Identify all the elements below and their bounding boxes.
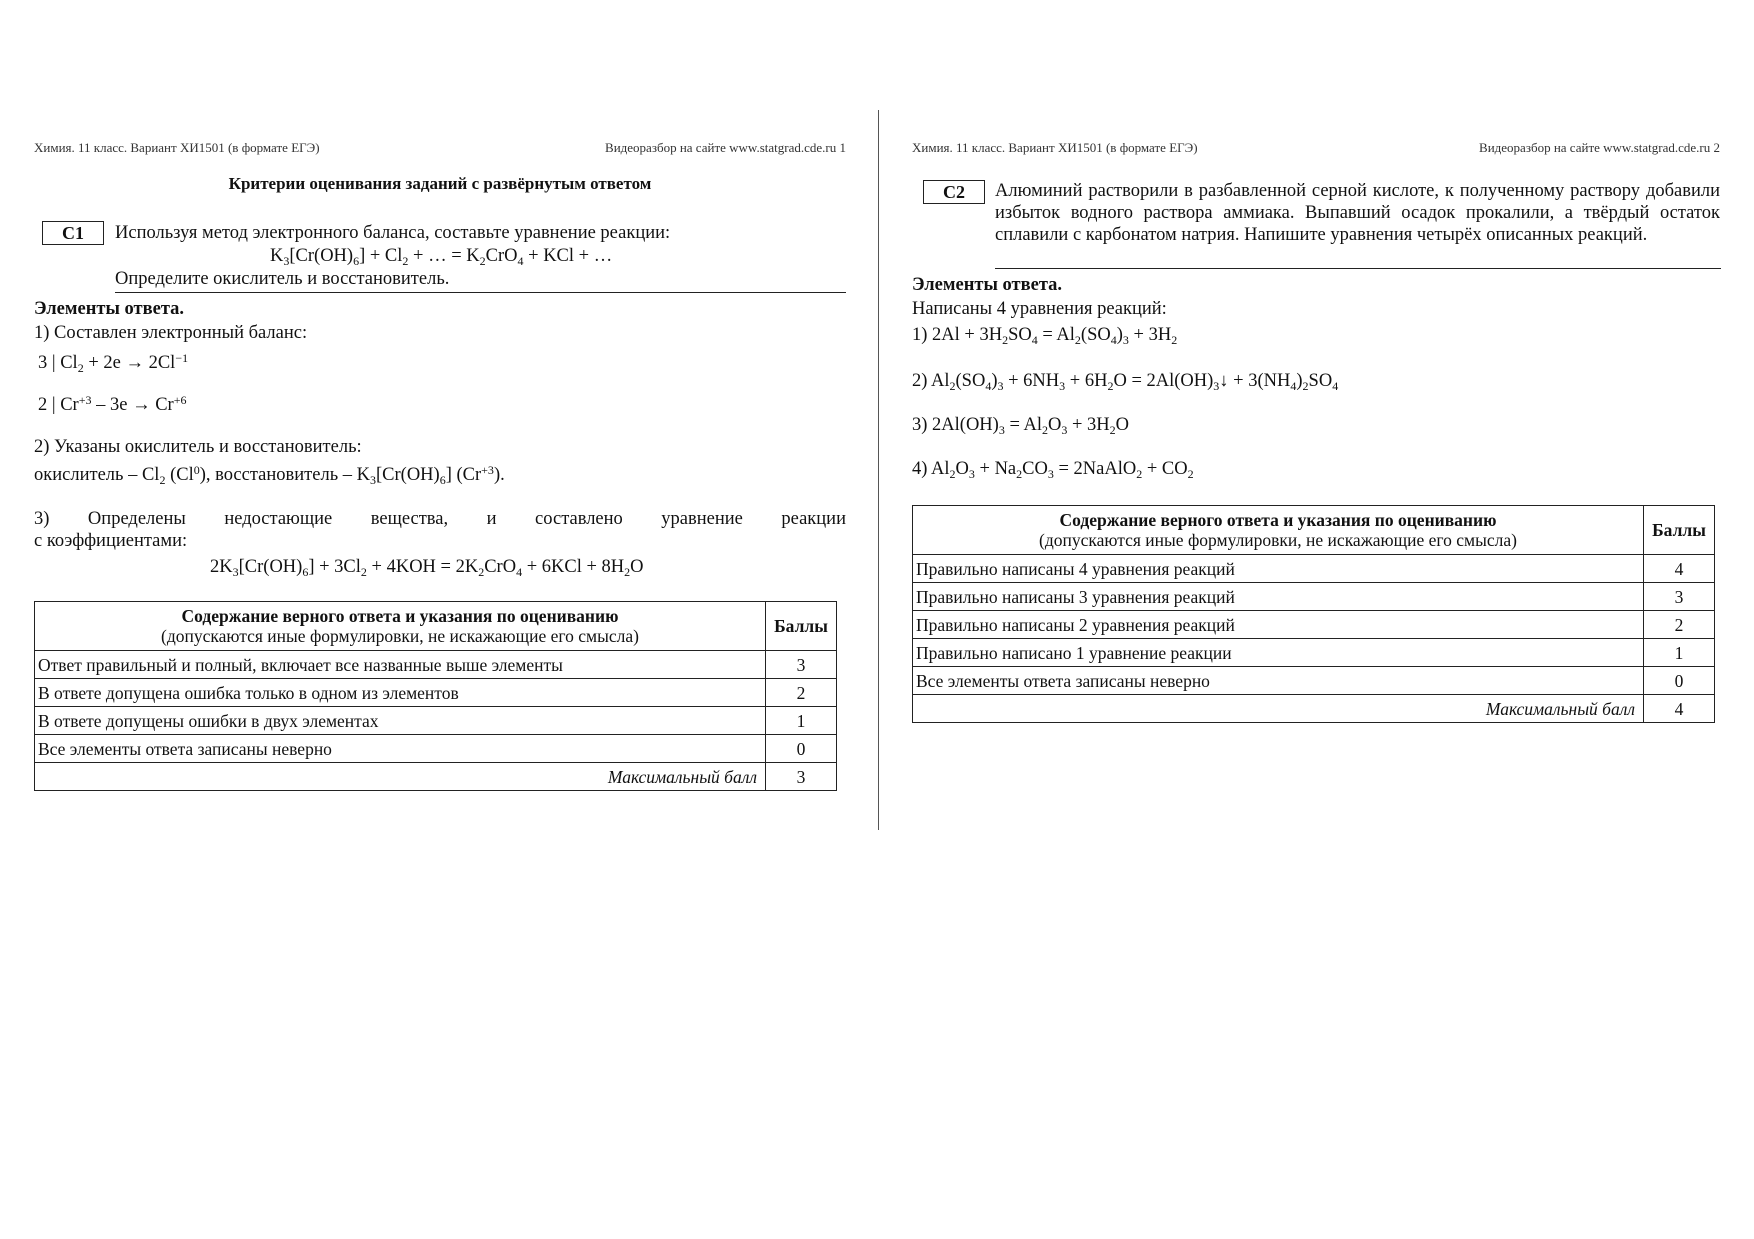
c1-step1: 1) Составлен электронный баланс: [34, 323, 308, 343]
page-header [912, 140, 1720, 156]
task-label-c2: С2 [923, 180, 985, 204]
c1-balance-1: 3 | $Cl_2 + 2e \to 2Cl^{-1}$ [38, 351, 189, 375]
table-header-row [913, 506, 1715, 555]
table-row: Правильно написаны 4 уравнения реакций 4 [913, 555, 1715, 583]
header-video-link[interactable]: Видеоразбор на сайте www.statgrad.cde.ru 2 [1479, 140, 1720, 155]
c1-prompt-2: Определите окислитель и восстановитель. [115, 269, 450, 289]
table-header-points: Баллы [1644, 506, 1715, 555]
c2-underline [995, 268, 1721, 269]
c1-prompt: Используя метод электронного баланса, составьте уравнение реакции: [115, 223, 671, 243]
c2-eq-4: 4) $Al_2O_3 + Na_2CO_3$ = 2NaAlO$_2$ + $CO_2$ [912, 459, 1194, 481]
table-row: Ответ правильный и полный, включает все названные выше элементы 3 [35, 651, 837, 679]
header-subject: Химия. 11 класс. Вариант ХИ1501 (в формате ЕГЭ) [34, 140, 320, 155]
c2-elements-title: Элементы ответа. [912, 275, 1063, 295]
c1-step2: 2) Указаны окислитель и восстановитель: [34, 437, 362, 457]
table-max-row: Максимальный балл 4 [913, 695, 1715, 723]
header-video-link[interactable]: Видеоразбор на сайте www.statgrad.cde.ru 1 [605, 140, 846, 155]
page-divider [878, 110, 879, 830]
table-row: Все элементы ответа записаны неверно 0 [35, 735, 837, 763]
table-header-content: Содержание верного ответа и указания по оцениванию (допускаются иные формулировки, не искажающие его смысла) [35, 602, 766, 651]
c1-step2-detail: окислитель – $Cl_2$ (Cl$^0$), восстановитель – $K_3[Cr(OH)_6]$ $(Cr^{+3})$. [34, 463, 505, 487]
c1-step3: 3) Определены недостающие вещества, и составлено уравнение реакции [34, 509, 846, 529]
c1-balance-2: 2 | $Cr^{+3} - 3e \to Cr^{+6}$ [38, 393, 187, 415]
c2-eq-1: 1) $2Al + 3H_2SO_4 = Al_2(SO_4)_3 + 3H_2$ [912, 325, 1178, 347]
table-header-points: Баллы [766, 602, 837, 651]
c1-final-equation: $2K_3[Cr(OH)_6] + 3Cl_2 + 4KOH = 2K_2CrO_4 + 6KCl + 8H_2O$ [210, 557, 644, 579]
table-header-content: Содержание верного ответа и указания по оцениванию (допускаются иные формулировки, не искажающие его смысла) [913, 506, 1644, 555]
page-header [34, 140, 846, 156]
c2-written: Написаны 4 уравнения реакций: [912, 299, 1167, 319]
c1-equation: $K_3[Cr(OH)_6] + Cl_2$ + … = $K_2CrO_4$ + KCl + … [270, 246, 613, 268]
c1-criteria-table [34, 601, 837, 791]
c1-step3-cont: с коэффициентами: [34, 531, 188, 551]
table-max-row: Максимальный балл 3 [35, 763, 837, 791]
table-row: Правильно написаны 3 уравнения реакций 3 [913, 583, 1715, 611]
table-header-row [35, 602, 837, 651]
table-row: Правильно написано 1 уравнение реакции 1 [913, 639, 1715, 667]
table-row: Все элементы ответа записаны неверно 0 [913, 667, 1715, 695]
c2-eq-2: 2) $Al_2(SO_4)_3 + 6NH_3 + 6H_2O$ = $2Al(OH)_3↓ + 3(NH_4)_2SO_4$ [912, 371, 1339, 393]
document-title: Критерии оценивания заданий с развёрнутым ответом [228, 174, 652, 193]
c2-eq-3: 3) $2Al(OH)_3 = Al_2O_3 + 3H_2O$ [912, 415, 1130, 437]
c2-prompt: Алюминий растворили в разбавленной серной кислоте, к полученному раствору добавили избыток водного раствора аммиака. Выпавший осадок прокалили, а твёрдый остаток сплавили с карбонатом натрия. Напишите уравнения четырёх описанных реакций. [995, 181, 1720, 245]
table-row: Правильно написаны 2 уравнения реакций 2 [913, 611, 1715, 639]
header-subject: Химия. 11 класс. Вариант ХИ1501 (в формате ЕГЭ) [912, 140, 1198, 155]
page-2 [912, 0, 1720, 1239]
c2-criteria-table [912, 505, 1715, 723]
c1-underline [115, 292, 846, 293]
table-row: В ответе допущена ошибка только в одном из элементов 2 [35, 679, 837, 707]
task-label-c1: С1 [42, 221, 104, 245]
c1-elements-title: Элементы ответа. [34, 299, 185, 319]
table-row: В ответе допущены ошибки в двух элементах 1 [35, 707, 837, 735]
page-1 [34, 0, 846, 1239]
